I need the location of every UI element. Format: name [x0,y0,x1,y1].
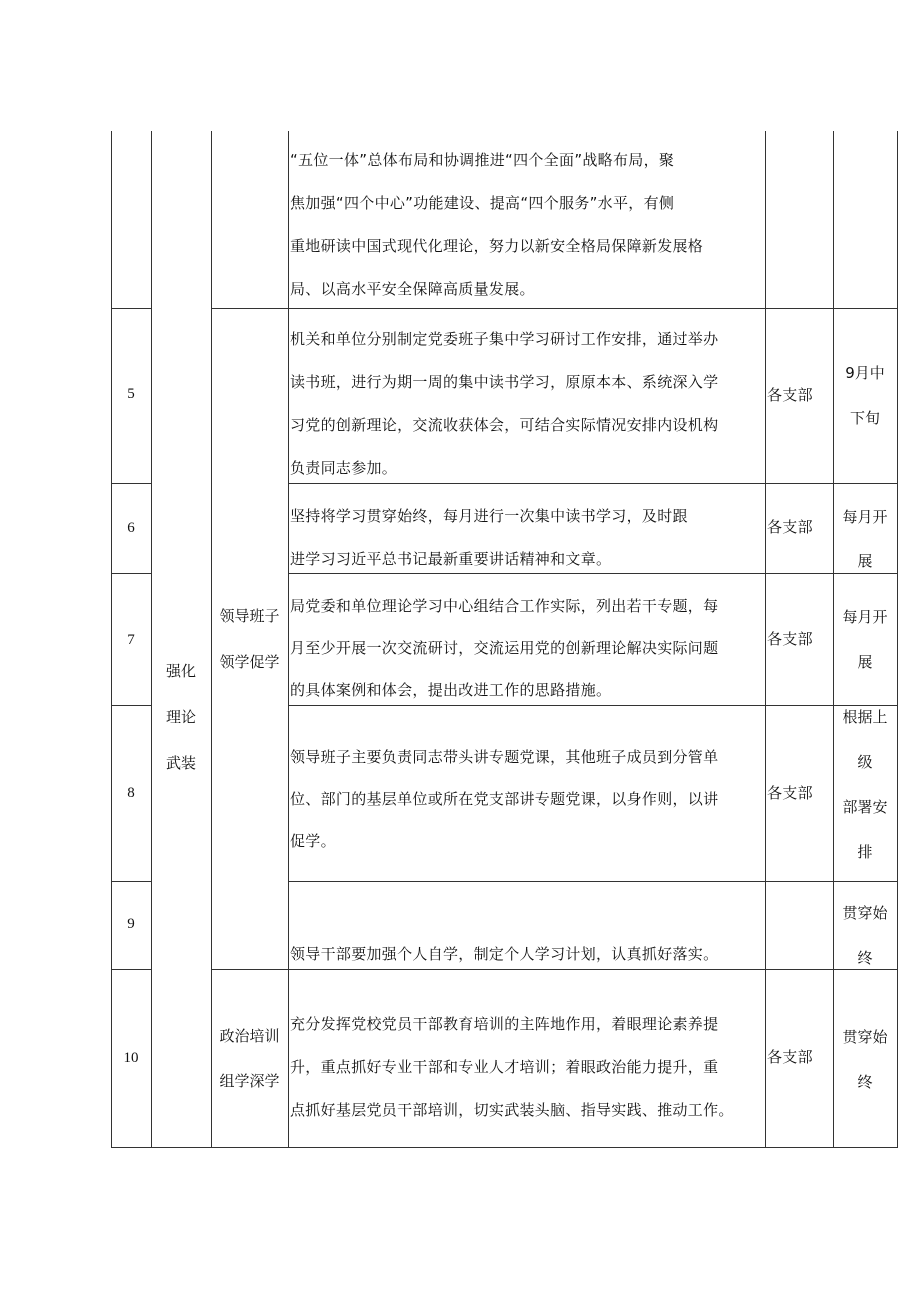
row-line [111,969,151,970]
content-line: 机关和单位分别制定党委班子集中学习研讨工作安排，通过举办 [290,330,719,348]
subcategory-label: 领导班子 [219,607,280,625]
time-line: 级 [857,753,873,771]
time-line: 终 [857,1073,873,1091]
content-line: 局、以高水平安全保障高质量发展。 [290,280,535,298]
time-line: 下旬 [849,409,880,427]
time-line: 贯穿始 [842,904,888,922]
row-line [288,881,898,882]
content-line: 局党委和单位理论学习中心组结合工作实际，列出若干专题，每 [290,597,719,615]
row-line [111,483,151,484]
time-line: 排 [857,843,873,861]
department: 各支部 [767,386,813,404]
time-line: 部署安 [842,798,888,816]
subcategory-label: 政治培训 [219,1027,280,1045]
content-line: 读书班，进行为期一周的集中读书学习，原原本本、系统深入学 [290,373,719,391]
row-number: 7 [127,632,135,648]
content-line: 月至少开展一次交流研讨，交流运用党的创新理论解决实际问题 [290,639,719,657]
col-line-no [151,131,152,1148]
content-line: 点抓好基层党员干部培训，切实武装头脑、指导实践、推动工作。 [290,1101,734,1119]
content-line: 充分发挥党校党员干部教育培训的主阵地作用，着眼理论素养提 [290,1015,719,1033]
row-number: 10 [123,1050,139,1066]
content-line: 焦加强“四个中心”功能建设、提高“四个服务”水平，有侧 [290,194,675,212]
row-line [111,573,151,574]
content-line: 促学。 [290,832,336,850]
row-line [111,881,151,882]
time-line: 终 [857,949,873,967]
row-number: 5 [127,386,135,402]
content-line: 进学习习近平总书记最新重要讲话精神和文章。 [290,550,612,568]
content-line: “五位一体”总体布局和协调推进“四个全面”战略布局，聚 [290,151,675,169]
col-line-right [897,131,898,1148]
time-line: 9月中 [845,364,885,382]
time-line: 贯穿始 [842,1028,888,1046]
content-line: 习党的创新理论，交流收获体会，可结合实际情况安排内设机构 [290,416,719,434]
time-line: 展 [857,552,873,570]
col-line-cat [211,131,212,1148]
time-line: 每月开 [842,608,888,626]
time-line: 根据上 [842,708,888,726]
row-line [111,705,151,706]
category-label: 理论 [165,708,196,726]
content-line: 位、部门的基层单位或所在党支部讲专题党课，以身作则，以讲 [290,790,719,808]
col-line-dept [833,131,834,1148]
time-line: 展 [857,653,873,671]
subcategory-label: 组学深学 [219,1072,280,1090]
time-line: 每月开 [842,508,888,526]
content-line: 升，重点抓好专业干部和专业人才培训；着眼政治能力提升，重 [290,1058,719,1076]
content-line: 重地研读中国式现代化理论，努力以新安全格局保障新发展格 [290,237,704,255]
department: 各支部 [767,784,813,802]
col-line-sub [288,131,289,1148]
category-label: 强化 [165,662,196,680]
content-line: 领导干部要加强个人自学，制定个人学习计划，认真抓好落实。 [290,945,719,963]
col-line-content [765,131,766,1148]
content-line: 负责同志参加。 [290,459,398,477]
content-line: 领导班子主要负责同志带头讲专题党课，其他班子成员到分管单 [290,748,719,766]
content-line: 坚持将学习贯穿始终，每月进行一次集中读书学习，及时跟 [290,507,688,525]
category-label: 武装 [165,754,196,772]
subcategory-label: 领学促学 [219,653,280,671]
col-line-left [111,131,112,1148]
row-line-bottom [111,1147,898,1148]
row-number: 8 [127,785,135,801]
row-number: 6 [127,520,135,536]
department: 各支部 [767,518,813,536]
department: 各支部 [767,630,813,648]
department: 各支部 [767,1048,813,1066]
row-number: 9 [127,916,135,932]
row-line [111,308,151,309]
content-line: 的具体案例和体会，提出改进工作的思路措施。 [290,681,612,699]
